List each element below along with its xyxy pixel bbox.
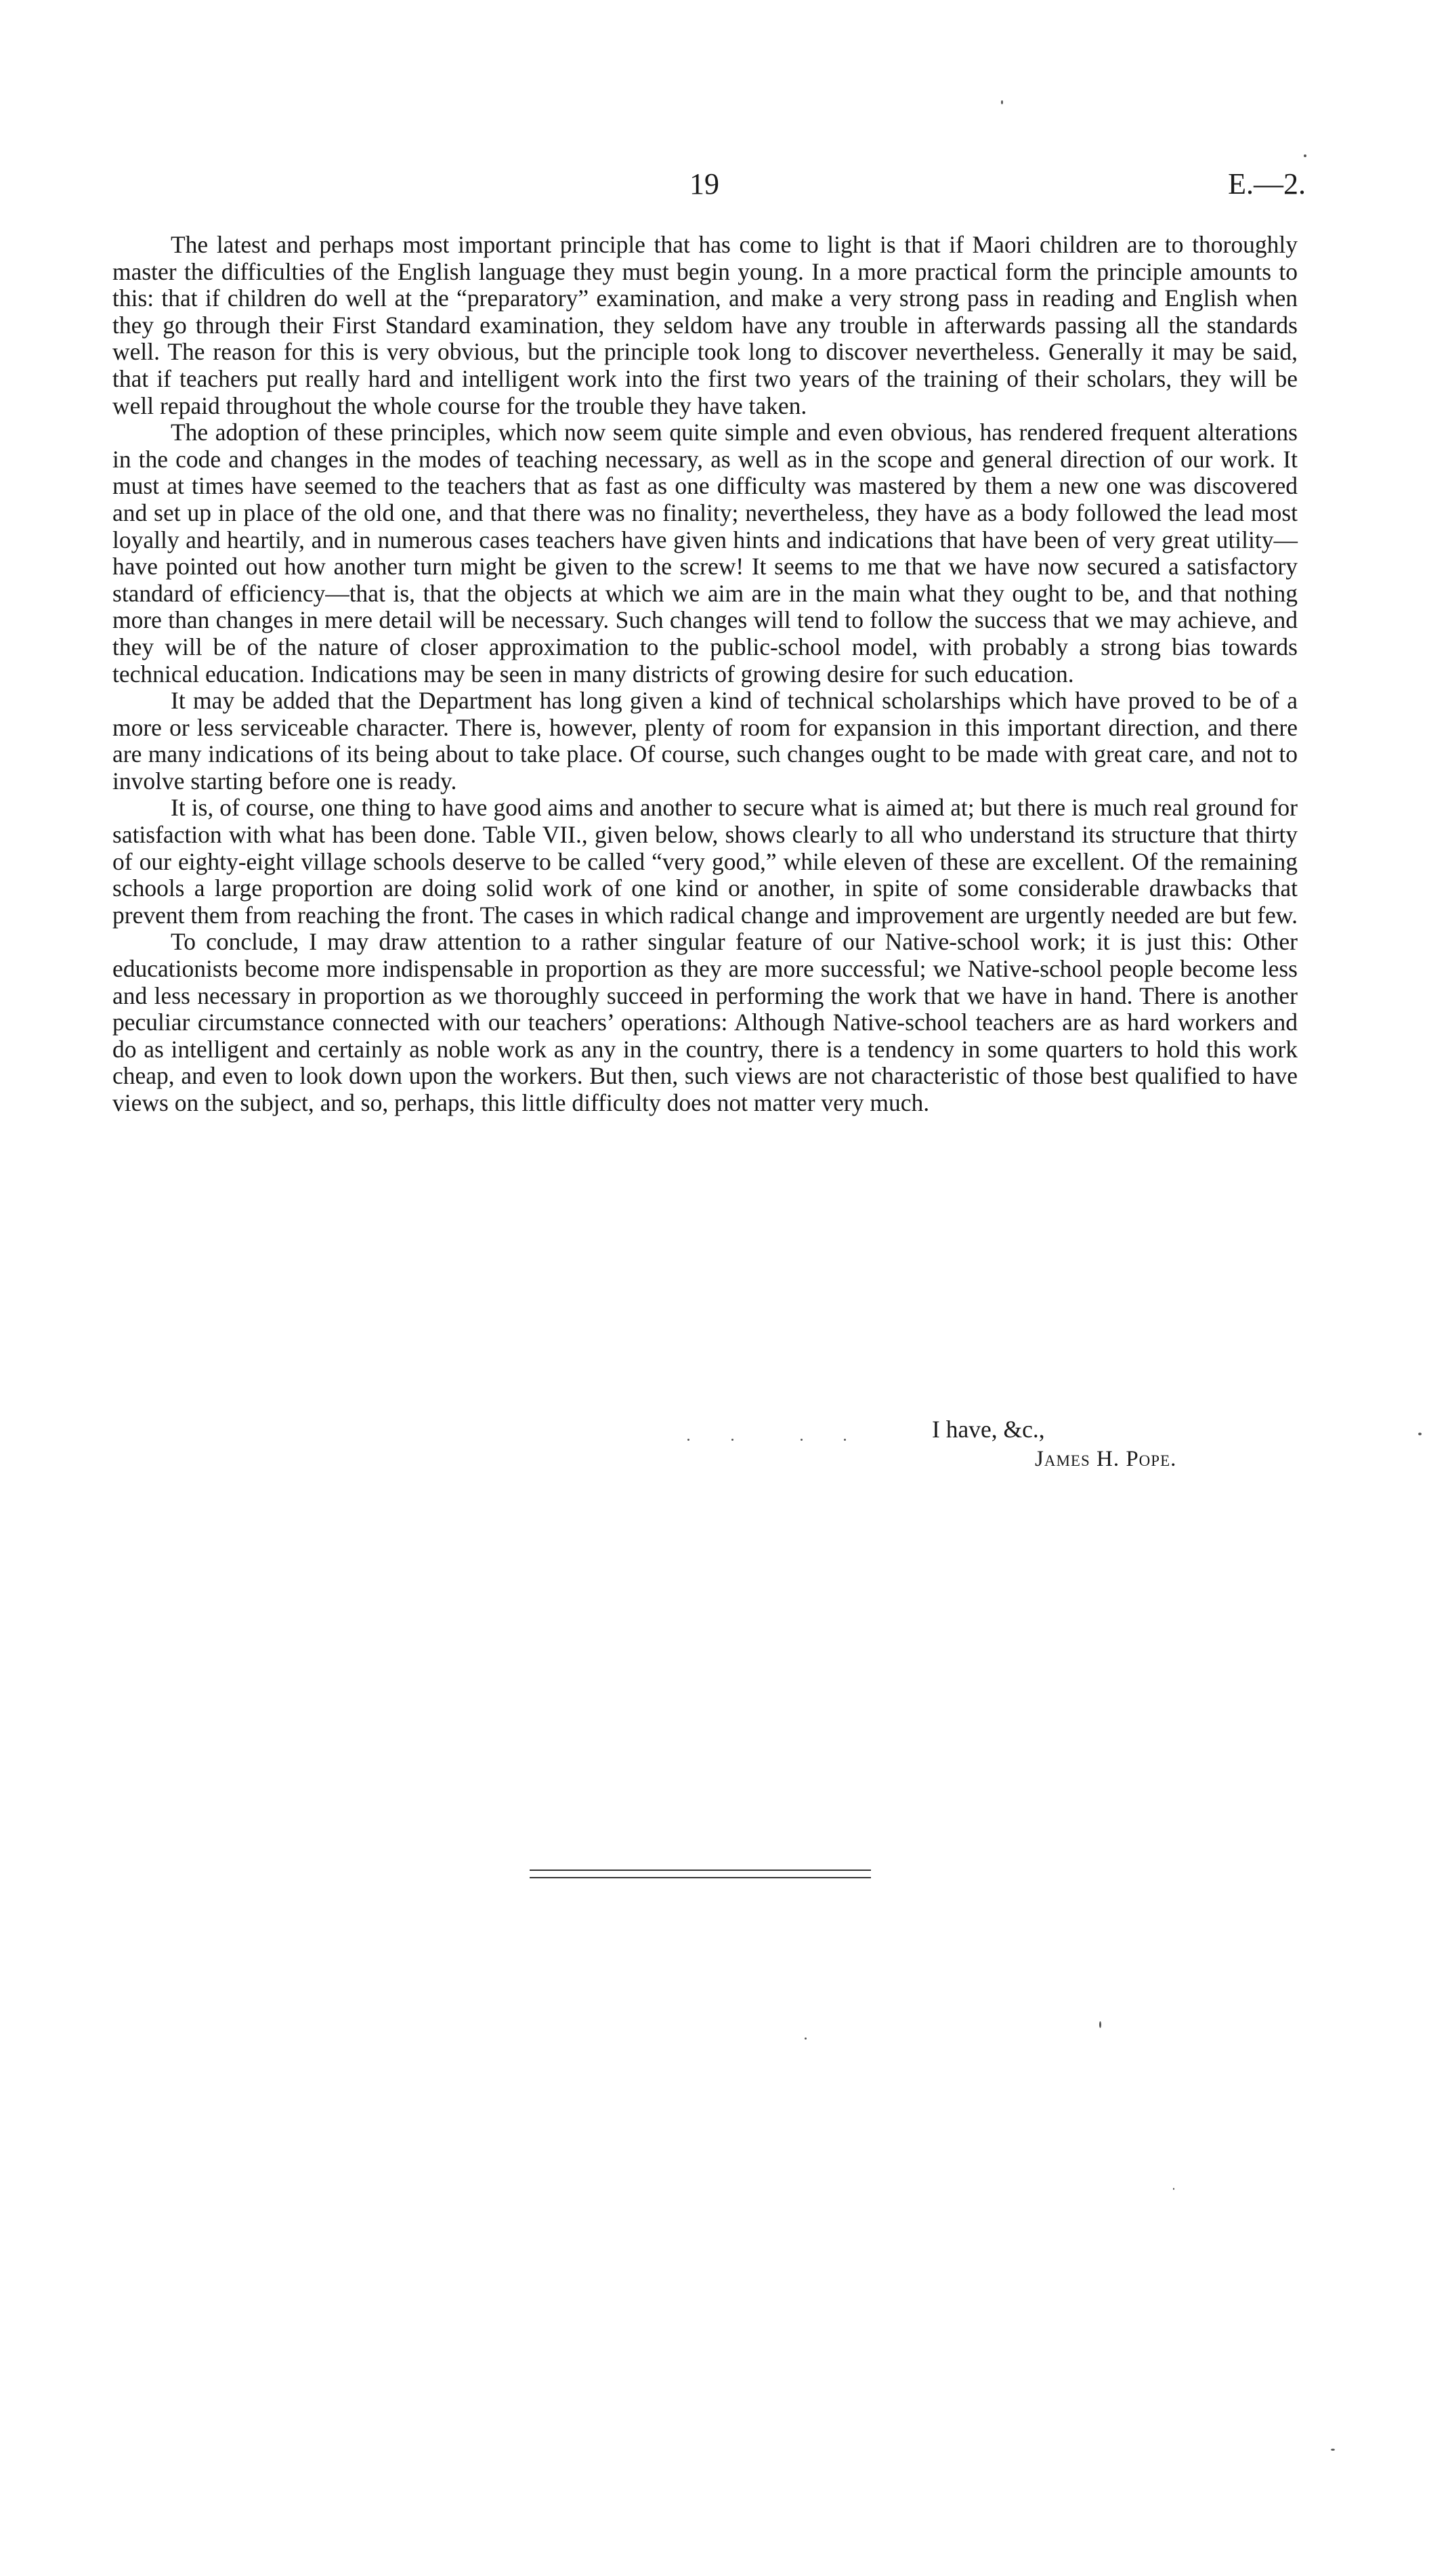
scan-speck [1173,2188,1174,2190]
scan-speck [1304,154,1306,157]
scan-speck [801,1439,803,1441]
signature: James H. Pope. [1035,1447,1177,1471]
paragraph: The latest and perhaps most important principle that has come to light is that if Maori children are to thoroughly master the difficulties of the English language they must begin young. In a more practical form the principle amounts to this: that if children do well at the “preparatory” examination, and make a very strong pass in reading and English when they go through their First Standard examination, they seldom have any trouble in afterwards passing all the standards well. The reason for this is very obvious, but the principle took long to discover nevertheless. Generally it may be said, that if teachers put really hard and intelligent work into the first two years of the training of their scholars, they will be well repaid throughout the whole course for the trouble they have taken. [112,231,1298,419]
closing-salutation: I have, &c., [932,1416,1045,1443]
letter-body [112,232,1298,1117]
scan-speck [731,1439,733,1441]
paragraph: It is, of course, one thing to have good aims and another to secure what is aimed at; but there is much real ground for satisfaction with what has been done. Table VII., given below, shows clearly to all who understand its structure that thirty of our eighty-eight village schools deserve to be called “very good,” while eleven of these are excellent. Of the remaining schools a large proportion are doing solid work of one kind or another, in spite of some considerable drawbacks that prevent them from reaching the front. The cases in which radical change and improvement are urgently needed are but few. [112,794,1298,929]
paragraph: To conclude, I may draw attention to a rather singular feature of our Native-school work; it is just this: Other educationists become more indispensable in proportion as they are more successful; we Native-school people become less and less necessary in proportion as we thoroughly succeed in performing the work that we have in hand. There is another peculiar circumstance connected with our teachers’ operations: Although Native-school teachers are as hard workers and do as intelligent and certainly as noble work as any in the country, there is a tendency in some quarters to hold this work cheap, and even to look down upon the workers. But then, such views are not characteristic of those best qualified to have views on the subject, and so, perhaps, this little difficulty does not matter very much. [112,928,1298,1116]
scan-speck [687,1439,689,1441]
scan-speck [1418,1433,1422,1435]
scan-speck [844,1439,846,1441]
section-divider-rule [530,1870,871,1871]
scan-speck [1331,2449,1335,2451]
scan-speck [1001,100,1003,104]
page-code: E.—2. [1228,167,1306,200]
scan-speck [1099,2021,1101,2028]
page-number: 19 [689,167,719,200]
scan-speck [805,2037,807,2040]
paragraph: The adoption of these principles, which now seem quite simple and even obvious, has rendered frequent alterations in the code and changes in the modes of teaching necessary, as well as in the scope and general direction of our work. It must at times have seemed to the teachers that as fast as one difficulty was mastered by them a new one was discovered and set up in place of the old one, and that there was no finality; nevertheless, they have as a body followed the lead most loyally and heartily, and in numerous cases teachers have given hints and indications that have been of very great utility—have pointed out how another turn might be given to the screw! It seems to me that we have now secured a satisfactory standard of efficiency—that is, that the objects at which we aim are in the main what they ought to be, and that nothing more than changes in mere detail will be necessary. Such changes will tend to follow the success that we may achieve, and they will be of the nature of closer approximation to the public-school model, with probably a strong bias towards technical education. Indications may be seen in many districts of growing desire for such education. [112,419,1298,688]
section-divider-rule [530,1877,871,1878]
paragraph: It may be added that the Department has long given a kind of technical scholarships which have proved to be of a more or less serviceable character. There is, however, plenty of room for expansion in this important direction, and there are many indications of its being about to take place. Of course, such changes ought to be made with great care, and not to involve starting before one is ready. [112,687,1298,795]
